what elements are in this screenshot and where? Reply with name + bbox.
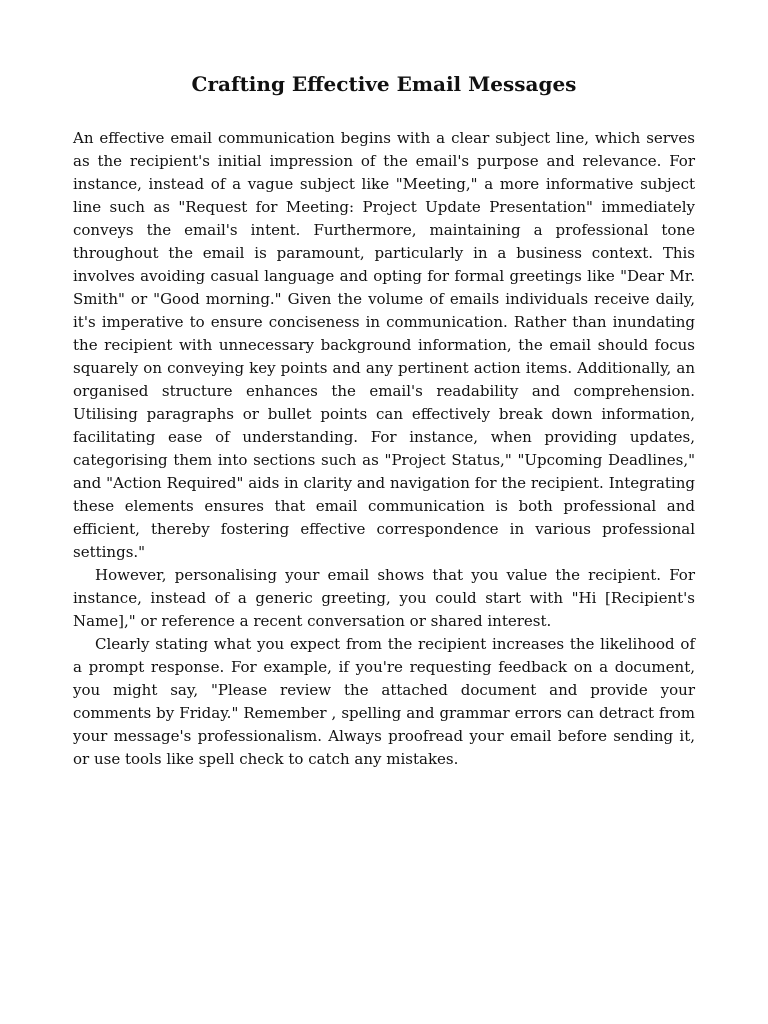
document-title: Crafting Effective Email Messages <box>191 72 577 96</box>
paragraph-subject-line: An effective email communication begins with a clear subject line, which serves as the recipient's initial impression of the email's purpose and relevance. For instance, instead of a vague subject like "Meeting," a more informative subject line such as "Request for Meeting: Project Update Presentation" immediately conveys the email's intent. Furthermore, maintaining a professional tone throughout the email is paramount, particularly in a business context. This involves avoiding casual language and opting for formal greetings like "Dear Mr. Smith" or "Good morning." Given the volume of emails individuals receive daily, it's imperative to ensure conciseness in communication. Rather than inundating the recipient with unnecessary background information, the email should focus squarely on conveying key points and any pertinent action items. Additionally, an organised structure enhances the email's readability and comprehension. Utilising paragraphs or bullet points can effectively break down information, facilitating ease of understanding. For instance, when providing updates, categorising them into sections such as "Project Status," "Upcoming Deadlines," and "Action Required" aids in clarity and navigation for the recipient. Integrating these elements ensures that email communication is both professional and efficient, thereby fostering effective correspondence in various professional settings." <box>73 129 695 561</box>
document-body <box>73 127 695 771</box>
paragraph-personalisation: However, personalising your email shows that you value the recipient. For instance, instead of a generic greeting, you could start with "Hi [Recipient's Name]," or reference a recent conversation or shared interest. <box>73 566 695 630</box>
paragraph-expectations: Clearly stating what you expect from the recipient increases the likelihood of a prompt response. For example, if you're requesting feedback on a document, you might say, "Please review the attached document and provide your comments by Friday." Remember , spelling and grammar errors can detract from your message's professionalism. Always proofread your email before sending it, or use tools like spell check to catch any mistakes. <box>73 635 695 768</box>
